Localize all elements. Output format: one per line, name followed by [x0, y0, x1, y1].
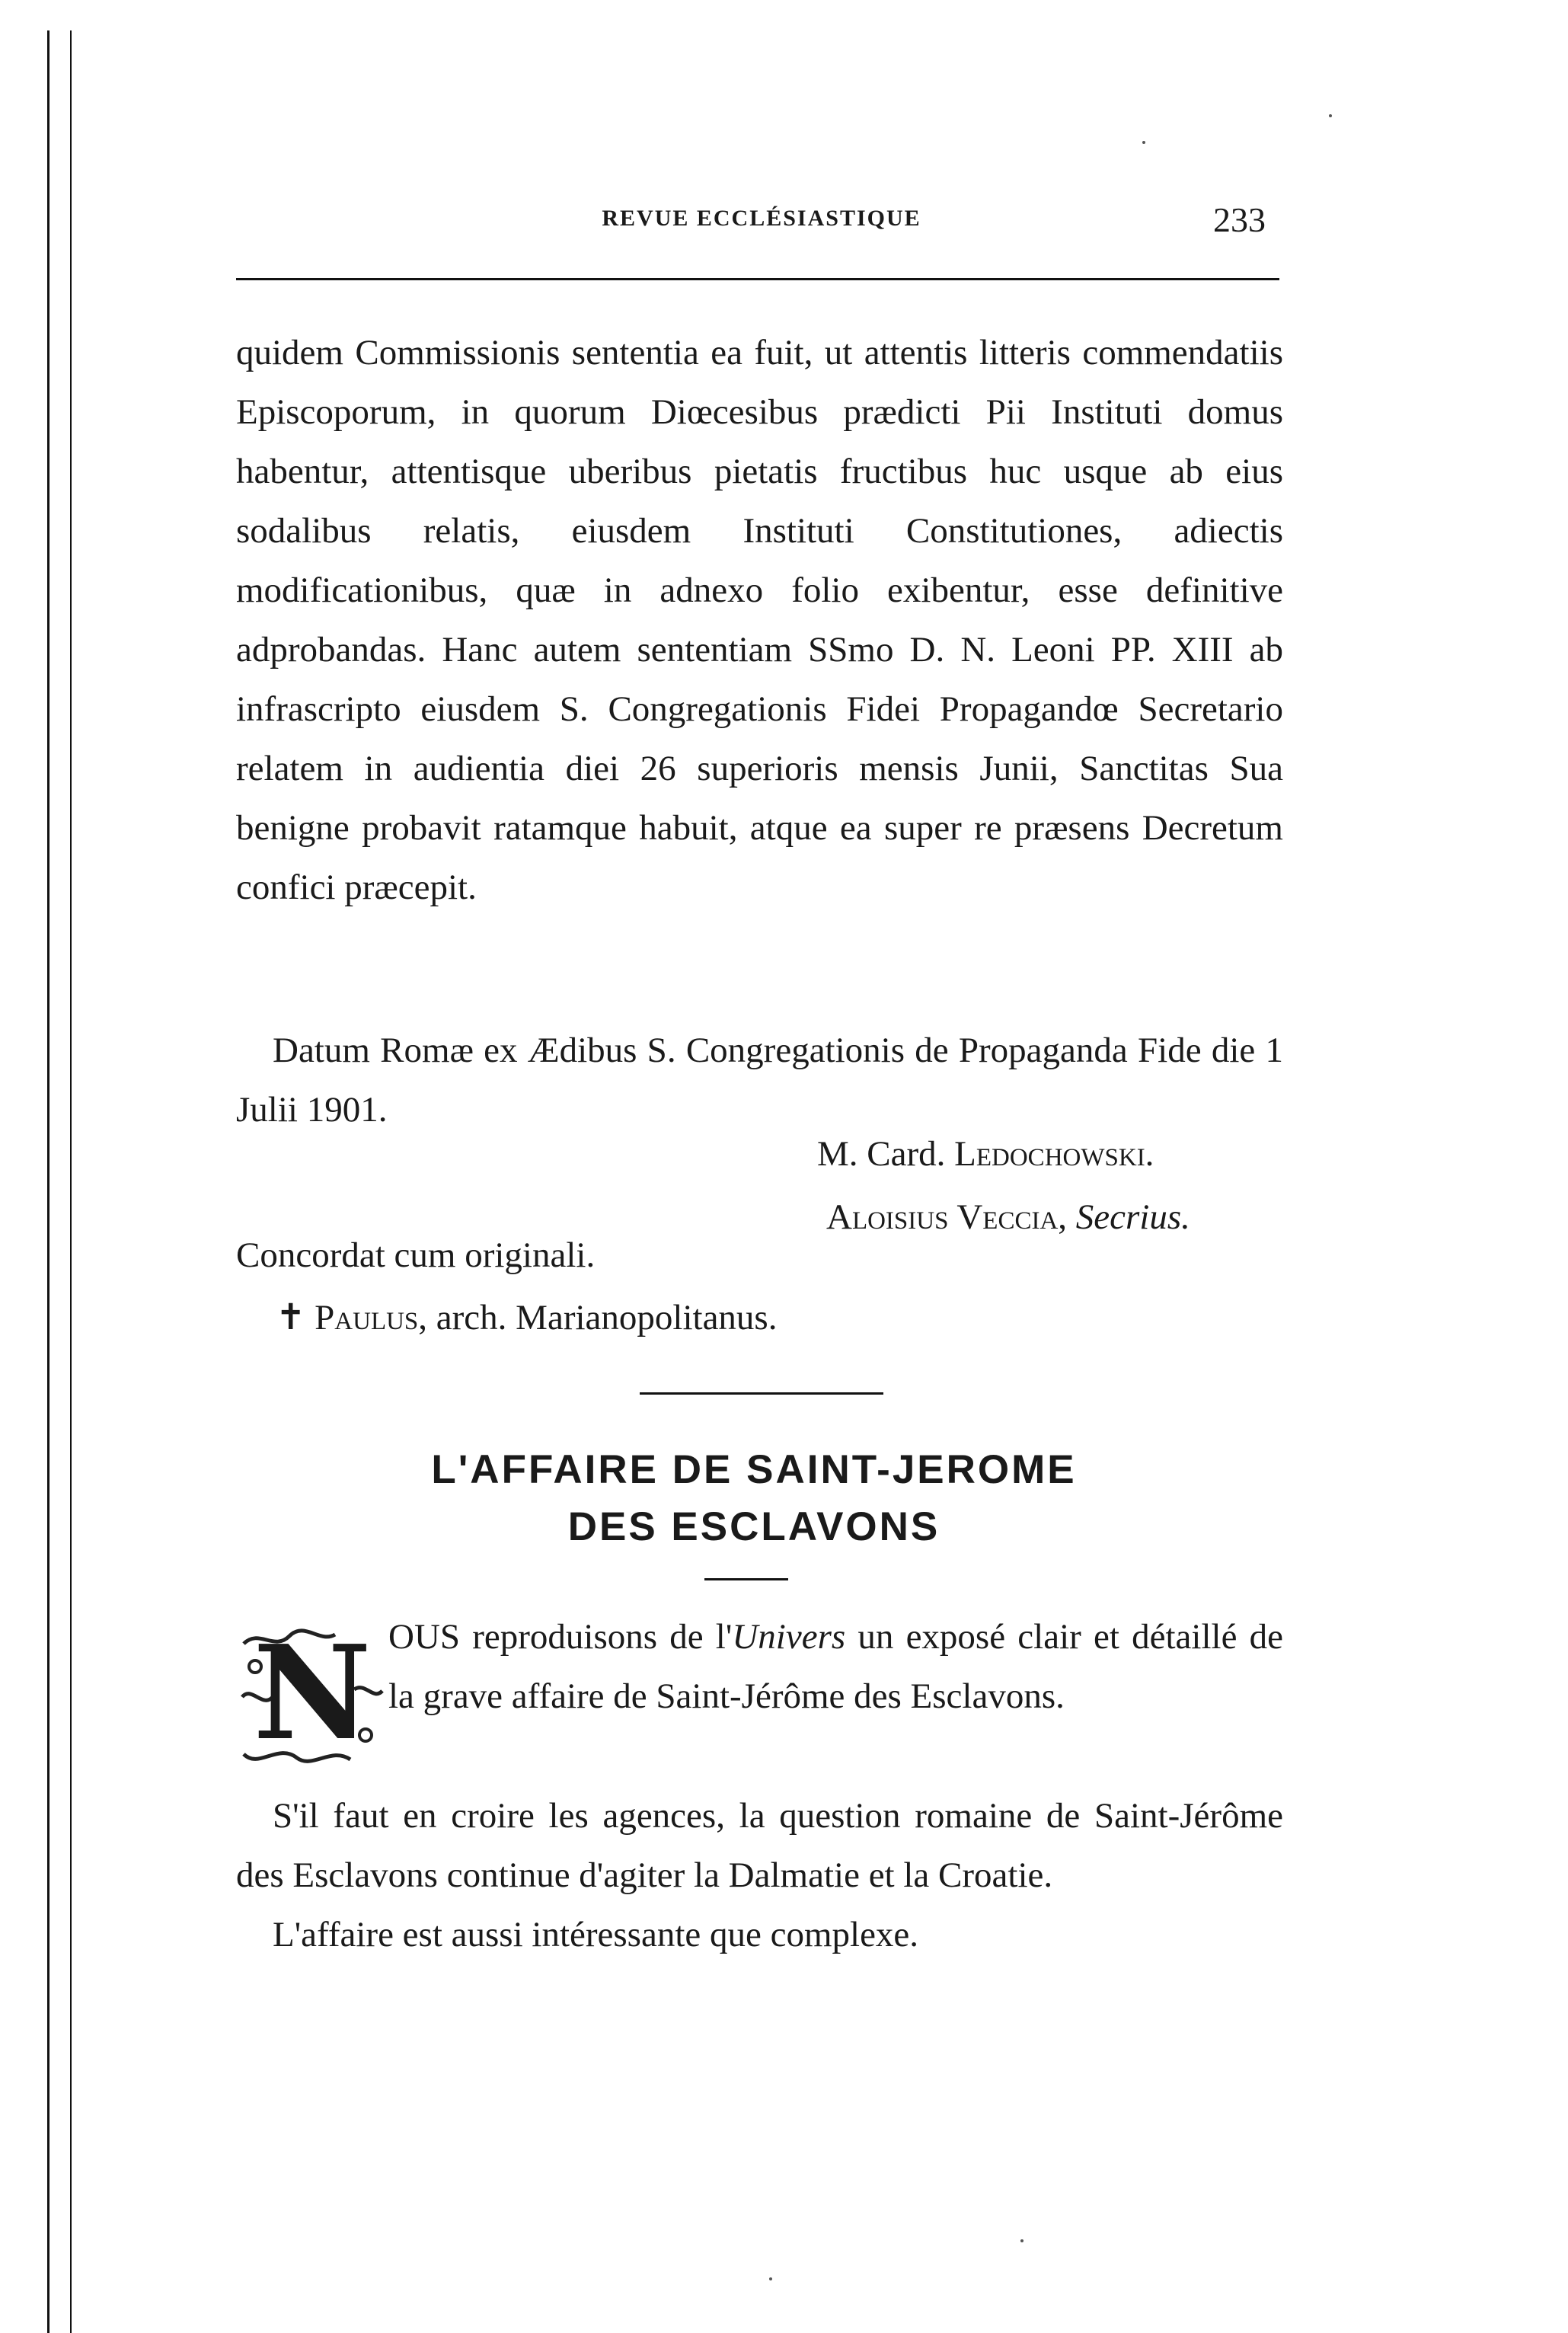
article-title-line-1: L'AFFAIRE DE SAINT-JEROME [431, 1447, 1077, 1492]
page-header [236, 200, 1287, 238]
dated-text: Datum Romæ ex Ædibus S. Congregationis de Propaganda Fide die 1 Julii 1901. [236, 1031, 1283, 1130]
drop-cap-letter: N [253, 1617, 372, 1769]
cross-icon: ✝ [276, 1298, 306, 1337]
concordat-text: Concordat cum originali. [236, 1235, 596, 1275]
page-number: 233 [1213, 200, 1266, 239]
article-title-line-2: DES ESCLAVONS [567, 1504, 940, 1549]
concordat-line [236, 1232, 595, 1278]
paper-speck [769, 2277, 772, 2280]
section-divider [640, 1392, 883, 1395]
paper-speck [1020, 2239, 1024, 2242]
title-underline [704, 1578, 788, 1580]
signature-name: Ledochowski. [954, 1134, 1154, 1174]
decree-date [236, 1021, 1283, 1139]
article-first-paragraph [388, 1607, 1283, 1726]
binding-line [70, 30, 72, 2333]
paper-speck [1329, 114, 1332, 117]
signature-secretary [826, 1194, 1190, 1240]
signature-rest: arch. Marianopolitanus. [427, 1298, 778, 1337]
decree-text: quidem Commissionis sententia ea fuit, ut attentis litteris commendatiis Episcoporum, in quorum Diœcesibus prædicti Pii Instituti domus habentur, attentisque uberibus pietatis fructibus huc usque ab eius sodalibus relatis, eiusdem Instituti Constitutiones, adiectis modificationibus, quæ in adnexo folio exibentur, esse definitive adprobandas. Hanc autem sententiam SSmo D. N. Leoni PP. XIII ab infrascripto eiusdem S. Congregationis Fidei Propagandœ Secretario relatem in audientia diei 26 superioris mensis Junii, Sanctitas Sua benigne probavit ratamque habuit, atque ea super re præsens Decretum confici præcepit. [236, 333, 1283, 907]
decree-paragraph [236, 323, 1283, 917]
first-para-start: OUS reproduisons de l' [388, 1617, 733, 1657]
publication-name: Univers [732, 1617, 846, 1657]
running-title: REVUE ECCLÉSIASTIQUE [602, 206, 921, 231]
signature-archbishop [276, 1295, 777, 1341]
article-paragraph: L'affaire est aussi intéressante que complexe. [273, 1915, 919, 1954]
article-paragraph: S'il faut en croire les agences, la question romaine de Saint-Jérôme des Esclavons continue d'agiter la Dalmatie et la Croatie. [236, 1796, 1283, 1895]
header-rule [236, 278, 1279, 280]
binding-line [47, 30, 49, 2333]
signature-name: Aloisius Veccia, [826, 1197, 1068, 1237]
signature-cardinal [817, 1131, 1154, 1177]
paper-speck [1142, 141, 1145, 144]
drop-cap [236, 1617, 388, 1773]
page-binding-edge [0, 0, 91, 2333]
article-body [236, 1786, 1283, 1964]
first-para-end: un exposé clair et détaillé de la grave affaire de Saint-Jérôme des Esclavons. [388, 1617, 1283, 1716]
signature-title: Secrius. [1075, 1197, 1190, 1237]
signature-prefix: M. Card. [817, 1134, 955, 1174]
signature-name: Paulus, [315, 1298, 428, 1337]
